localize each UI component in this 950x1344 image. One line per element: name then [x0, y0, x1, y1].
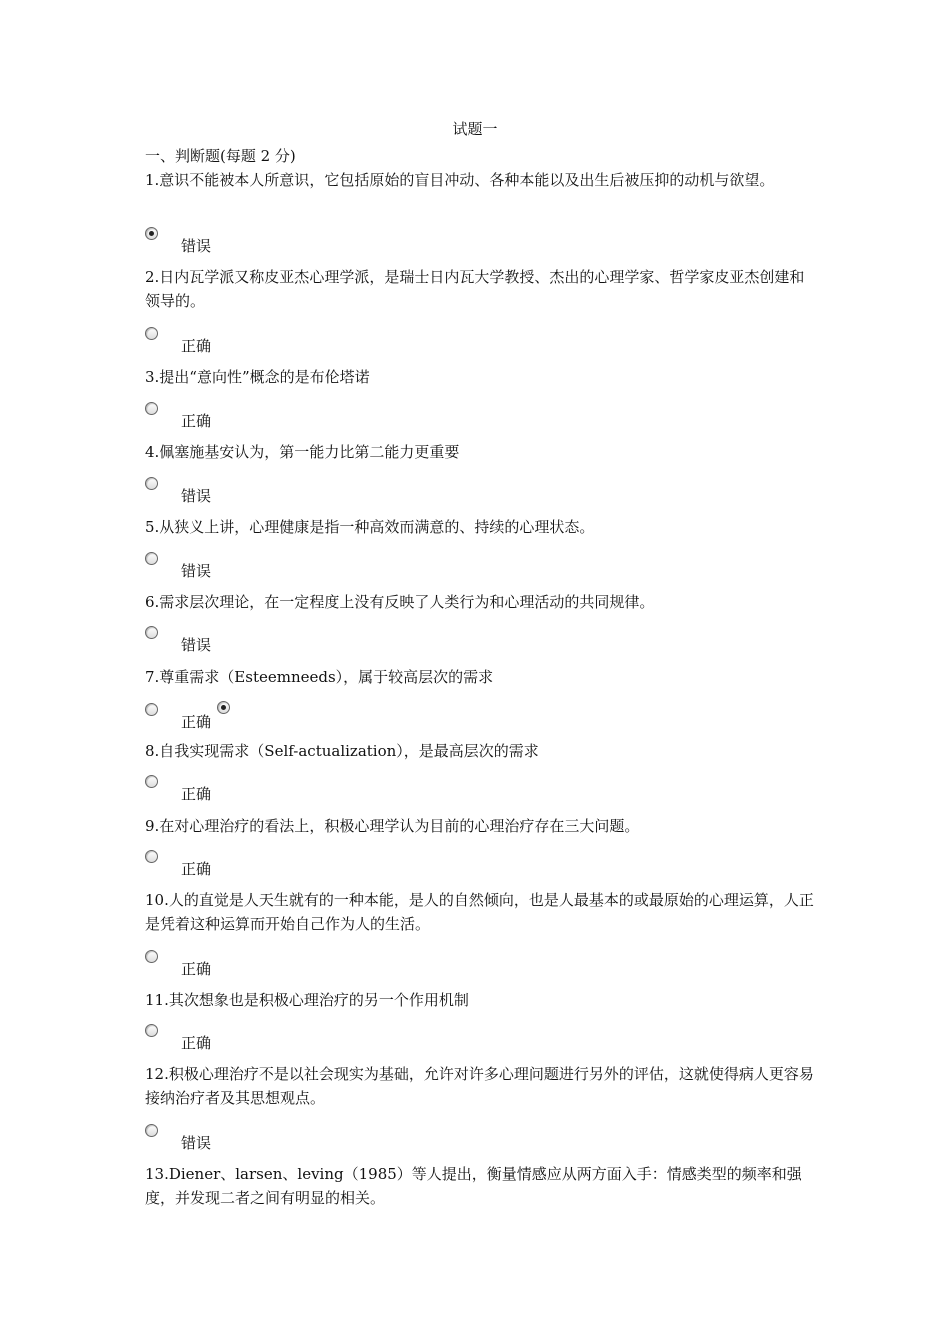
question-7: 7.尊重需求（Esteemneeds），属于较高层次的需求 — [145, 668, 494, 686]
answer-label: 错误 — [181, 487, 212, 505]
answer-radio[interactable] — [145, 950, 158, 963]
answer-label: 错误 — [181, 636, 212, 654]
answer-radio[interactable] — [145, 626, 158, 639]
answer-11 — [145, 1024, 445, 1064]
answer-radio[interactable] — [145, 552, 158, 565]
section-heading: 一、判断题(每题 2 分) — [145, 147, 296, 165]
answer-label: 错误 — [181, 1134, 212, 1152]
question-5: 5.从狭义上讲，心理健康是指一种高效而满意的、持续的心理状态。 — [145, 518, 595, 536]
answer-label: 正确 — [181, 785, 212, 803]
answer-radio[interactable] — [145, 477, 158, 490]
answer-label: 正确 — [181, 713, 212, 731]
answer-radio[interactable] — [145, 227, 158, 240]
answer-8 — [145, 775, 445, 815]
answer-2 — [145, 327, 445, 367]
answer-6 — [145, 626, 445, 666]
answer-1 — [145, 227, 445, 267]
question-3: 3.提出“意向性”概念的是布伦塔诺 — [145, 368, 370, 386]
answer-5 — [145, 552, 445, 592]
answer-7 — [145, 703, 445, 743]
question-6: 6.需求层次理论，在一定程度上没有反映了人类行为和心理活动的共同规律。 — [145, 593, 655, 611]
question-9: 9.在对心理治疗的看法上，积极心理学认为目前的心理治疗存在三大问题。 — [145, 817, 640, 835]
answer-label: 错误 — [181, 562, 212, 580]
answer-12 — [145, 1124, 445, 1164]
question-2: 2.日内瓦学派又称皮亚杰心理学派，是瑞士日内瓦大学教授、杰出的心理学家、哲学家皮亚杰创建和领导的。 — [145, 268, 805, 310]
answer-radio[interactable] — [145, 703, 158, 716]
answer-radio[interactable] — [145, 775, 158, 788]
question-11: 11.其次想象也是积极心理治疗的另一个作用机制 — [145, 991, 469, 1009]
answer-label: 正确 — [181, 337, 212, 355]
selected-radio[interactable] — [217, 701, 230, 714]
question-4: 4.佩塞施基安认为，第一能力比第二能力更重要 — [145, 443, 460, 461]
question-12: 12.积极心理治疗不是以社会现实为基础，允许对许多心理问题进行另外的评估，这就使得病人更容易接纳治疗者及其思想观点。 — [145, 1065, 814, 1107]
answer-radio[interactable] — [145, 1124, 158, 1137]
answer-radio[interactable] — [145, 402, 158, 415]
question-10: 10.人的直觉是人天生就有的一种本能，是人的自然倾向，也是人最基本的或最原始的心理运算，人正是凭着这种运算而开始自己作为人的生活。 — [145, 891, 814, 933]
answer-4 — [145, 477, 445, 517]
answer-label: 正确 — [181, 960, 212, 978]
answer-label: 错误 — [181, 237, 212, 255]
question-13: 13.Diener、larsen、leving（1985）等人提出，衡量情感应从两方面入手：情感类型的频率和强度，并发现二者之间有明显的相关。 — [145, 1165, 802, 1207]
page-title: 试题一 — [452, 120, 498, 138]
answer-radio[interactable] — [145, 327, 158, 340]
answer-radio[interactable] — [145, 1024, 158, 1037]
answer-label: 正确 — [181, 1034, 212, 1052]
answer-10 — [145, 950, 445, 990]
answer-radio[interactable] — [145, 850, 158, 863]
question-1: 1.意识不能被本人所意识，它包括原始的盲目冲动、各种本能以及出生后被压抑的动机与欲望。 — [145, 171, 775, 189]
answer-3 — [145, 402, 445, 442]
answer-9 — [145, 850, 445, 890]
answer-label: 正确 — [181, 860, 212, 878]
question-8: 8.自我实现需求（Self-actualization），是最高层次的需求 — [145, 742, 539, 760]
answer-label: 正确 — [181, 412, 212, 430]
